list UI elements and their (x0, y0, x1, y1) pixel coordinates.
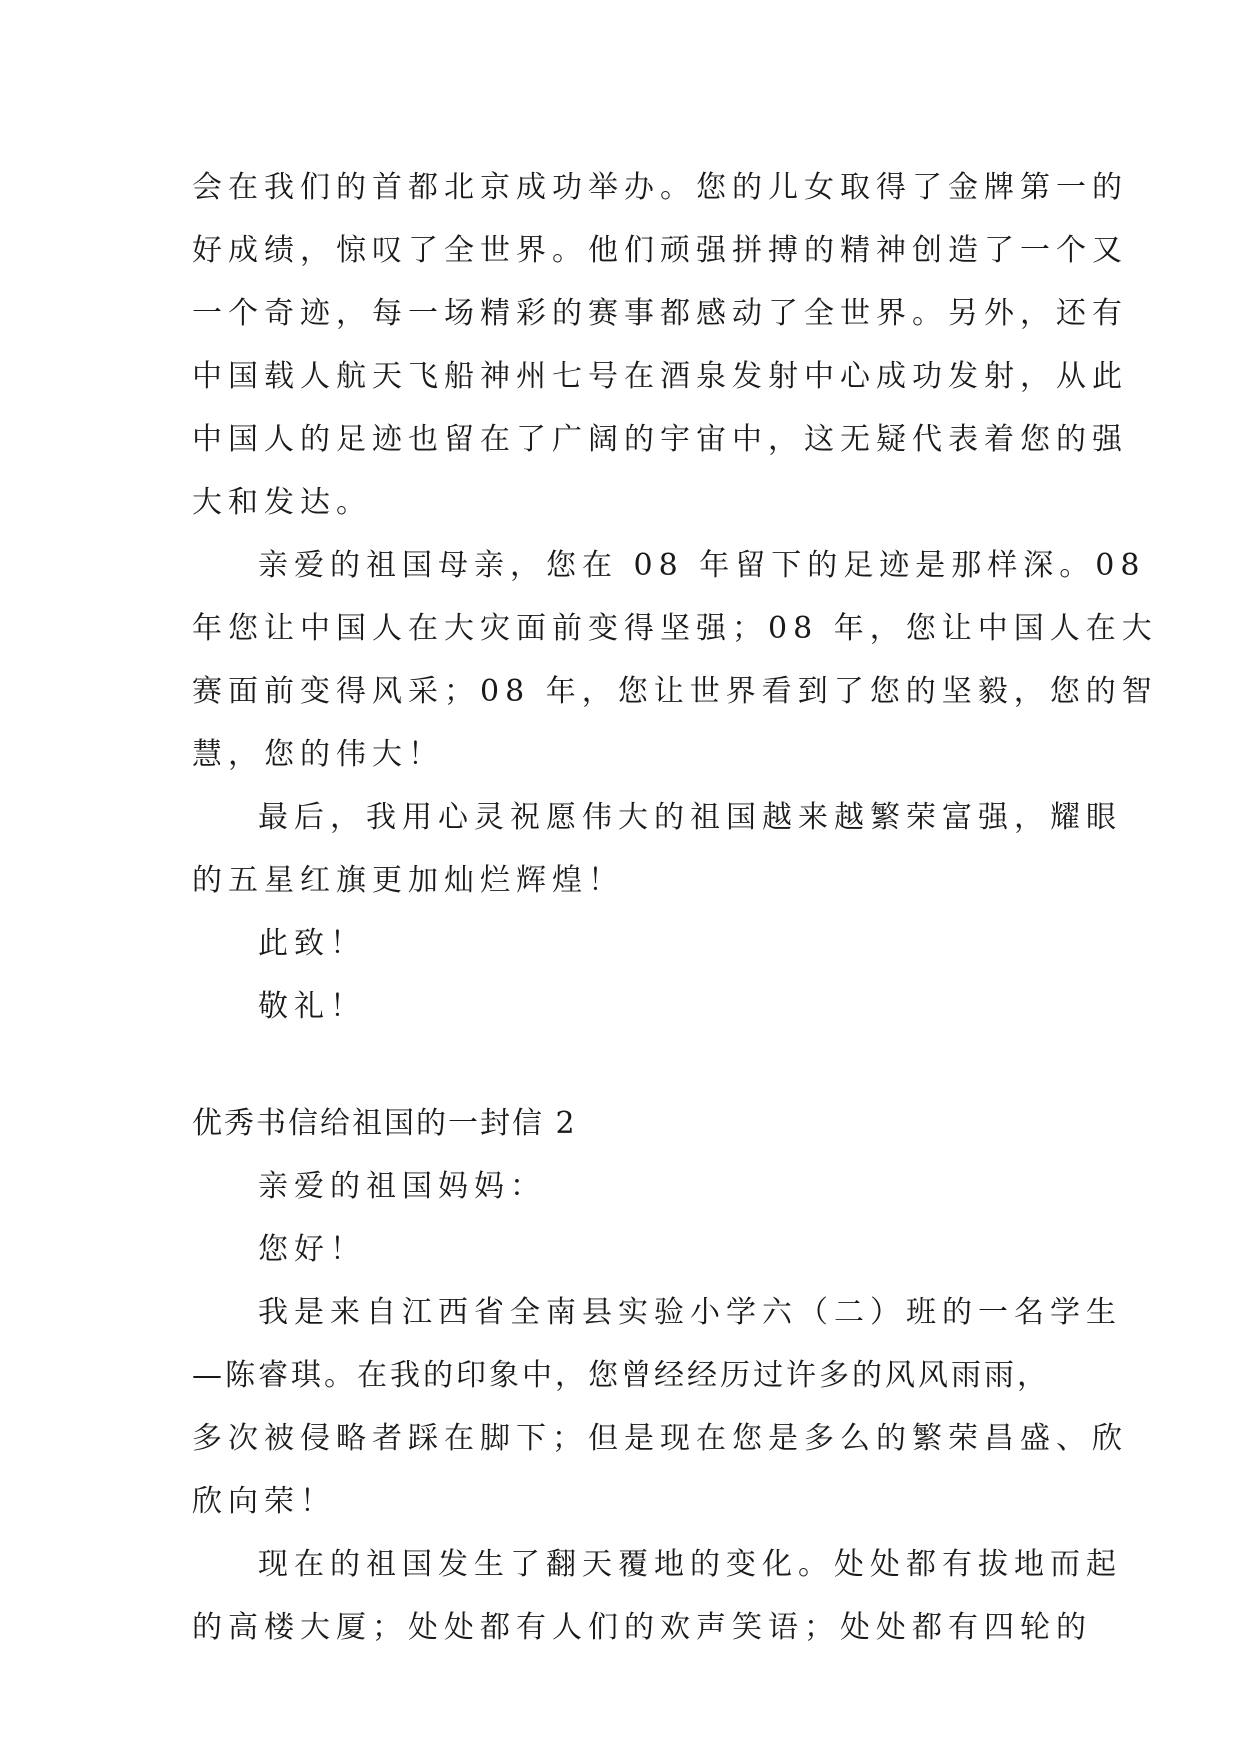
text-line: 赛面前变得风采；08 年，您让世界看到了您的坚毅，您的智 (192, 674, 1158, 709)
text-line: 的五星红旗更加灿烂辉煌！ (192, 863, 624, 898)
section-gap (192, 1038, 1054, 1092)
paragraph-first-line: 现在的祖国发生了翻天覆地的变化。处处都有拔地而起 (258, 1547, 1122, 1582)
document-body (192, 156, 1158, 1659)
greeting-hello: 您好！ (258, 1232, 366, 1267)
greeting: 亲爱的祖国妈妈： (258, 1169, 546, 1204)
text-line: 好成绩，惊叹了全世界。他们顽强拼搏的精神创造了一个又 (192, 233, 1128, 268)
text-line: 中国人的足迹也留在了广阔的宇宙中，这无疑代表着您的强 (192, 422, 1128, 457)
text-line: 中国载人航天飞船神州七号在酒泉发射中心成功发射，从此 (192, 359, 1128, 394)
text-line: 会在我们的首都北京成功举办。您的儿女取得了金牌第一的 (192, 170, 1128, 205)
text-line: 慧，您的伟大！ (192, 737, 444, 772)
text-line: 多次被侵略者踩在脚下；但是现在您是多么的繁荣昌盛、欣 (192, 1421, 1128, 1456)
text-line: 的高楼大厦；处处都有人们的欢声笑语；处处都有四轮的 (192, 1610, 1092, 1645)
text-line: —陈睿琪。在我的印象中，您曾经经历过许多的风风雨雨， (192, 1358, 1050, 1393)
closing-salutation: 此致！ (258, 926, 366, 961)
text-line: 年您让中国人在大灾面前变得坚强；08 年，您让中国人在大 (192, 611, 1158, 646)
paragraph-first-line: 最后，我用心灵祝愿伟大的祖国越来越繁荣富强，耀眼 (258, 800, 1122, 835)
paragraph-first-line: 我是来自江西省全南县实验小学六（二）班的一名学生 (258, 1295, 1122, 1330)
letter-title: 优秀书信给祖国的一封信 2 (192, 1106, 577, 1141)
closing-regards: 敬礼！ (258, 989, 366, 1024)
text-line: 一个奇迹，每一场精彩的赛事都感动了全世界。另外，还有 (192, 296, 1128, 331)
paragraph-first-line: 亲爱的祖国母亲，您在 08 年留下的足迹是那样深。08 (258, 548, 1146, 583)
text-line: 大和发达。 (192, 485, 372, 520)
text-line: 欣向荣！ (192, 1484, 336, 1519)
